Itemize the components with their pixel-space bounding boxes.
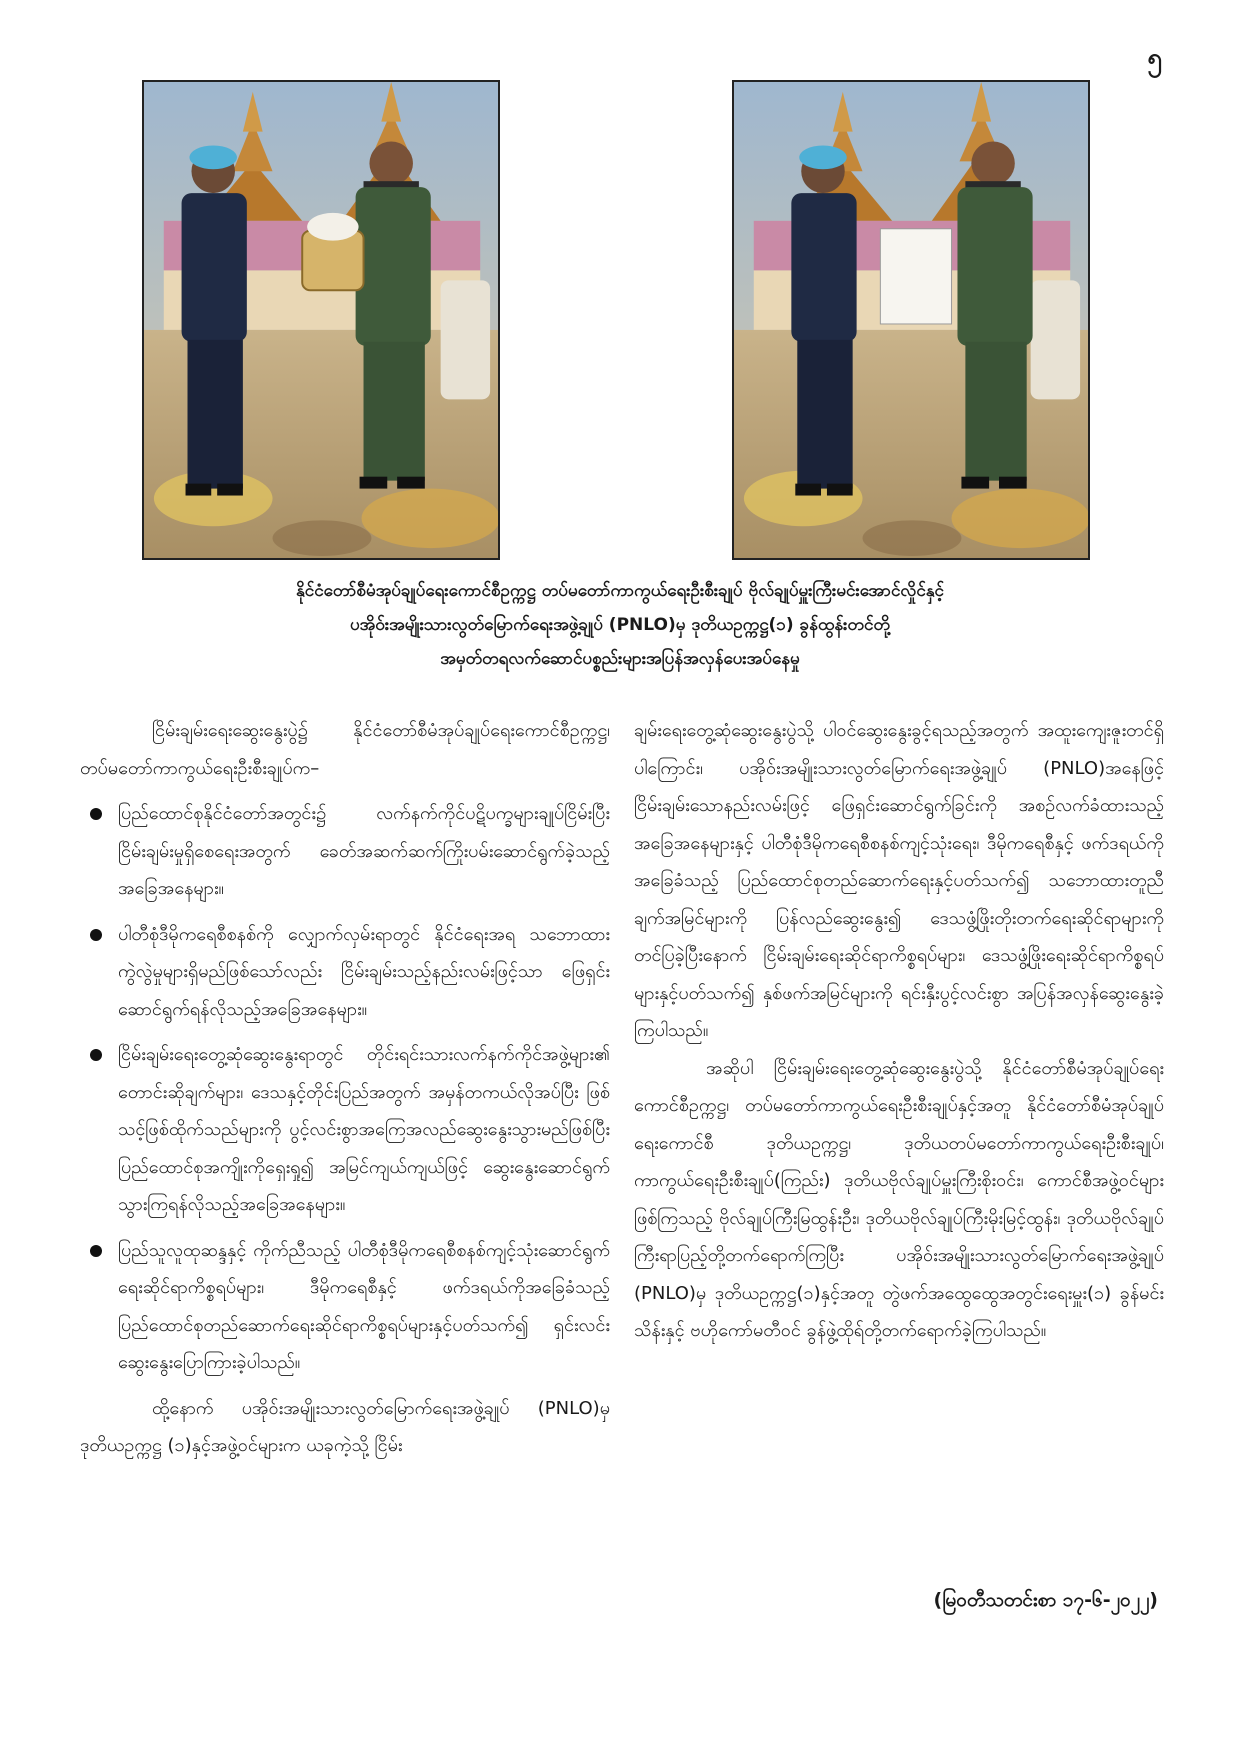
photo-document-exchange-image bbox=[734, 82, 1088, 558]
bullet-text: ပါတီစုံဒီမိုကရေစီစနစ်ကို လျှောက်လှမ်းရာတွင် နိုင်ငံရေးအရ သဘောထားကွဲလွဲမှုများရှိမည်ဖြစ်သော်လည်း ငြိမ်းချမ်းသည့်နည်းလမ်းဖြင့်သာ ဖြေရှင်းဆောင်ရွက်ရန်လိုသည့်အခြေအနေများ။ bbox=[118, 923, 610, 1020]
bullet-text: ငြိမ်းချမ်းရေးတွေ့ဆုံဆွေးနွေးရာတွင် တိုင်းရင်းသားလက်နက်ကိုင်အဖွဲ့များ၏ တောင်းဆိုချက်များ၊ ဒေသနှင့်တိုင်းပြည်အတွက် အမှန်တကယ်လိုအပ်ပြီး ဖြစ်သင့်ဖြစ်ထိုက်သည်များကို ပွင့်လင်းစွာအကြေအလည်ဆွေးနွေးသွားမည်ဖြစ်ပြီး ပြည်ထောင်စုအကျိုးကိုရှေးရှု၍ အမြင်ကျယ်ကျယ်ဖြင့် ဆွေးနွေးဆောင်ရွက်သွားကြရန်လိုသည့်အခြေအနေများ။ bbox=[118, 1044, 610, 1215]
intro-paragraph: ငြိမ်းချမ်းရေးဆွေးနွေးပွဲ၌ နိုင်ငံတော်စီမံအုပ်ချုပ်ရေးကောင်စီဥက္ကဋ္ဌ၊ တပ်မတော်ကာကွယ်ရေးဦးစီးချုပ်က– bbox=[80, 720, 610, 779]
caption-line-3: အမှတ်တရလက်ဆောင်ပစ္စည်းများအပြန်အလှန်ပေးအပ်နေမှု bbox=[440, 649, 800, 669]
bullet-item bbox=[80, 795, 610, 908]
right-paragraph-2: အဆိုပါ ငြိမ်းချမ်းရေးတွေ့ဆုံဆွေးနွေးပွဲသို့ နိုင်ငံတော်စီမံအုပ်ချုပ်ရေးကောင်စီဥက္ကဋ္ဌ၊ တပ်မတော်ကာကွယ်ရေးဦးစီးချုပ်နှင့်အတူ နိုင်ငံတော်စီမံအုပ်ချုပ်ရေးကောင်စီ ဒုတိယဥက္ကဋ္ဌ၊ ဒုတိယတပ်မတော်ကာကွယ်ရေးဦးစီးချုပ်၊ ကာကွယ်ရေးဦးစီးချုပ်(ကြည်း) ဒုတိယဗိုလ်ချုပ်မှူးကြီးစိုးဝင်း၊ ကောင်စီအဖွဲ့ဝင်များဖြစ်ကြသည့် ဗိုလ်ချုပ်ကြီးမြထွန်းဦး၊ ဒုတိယဗိုလ်ချုပ်ကြီးမိုးမြင့်ထွန်း၊ ဒုတိယဗိုလ်ချုပ်ကြီးရာပြည့်တို့တက်ရောက်ကြပြီး ပအိုဝ်းအမျိုးသားလွတ်မြောက်ရေးအဖွဲ့ချုပ် (PNLO)မှ ဒုတိယဥက္ကဋ္ဌ(၁)နှင့်အတူ တွဲဖက်အထွေထွေအတွင်းရေးမှူး(၁) ခွန်မင်းသိန်းနှင့် ဗဟိုကော်မတီဝင် ခွန်ဖွဲ့ထိုရ်တို့တက်ရောက်ခဲ့ကြပါသည်။ bbox=[634, 1057, 1164, 1341]
bullet-dot-icon bbox=[90, 1049, 102, 1061]
photo-gift-basket bbox=[142, 80, 500, 560]
source-citation: (မြဝတီသတင်းစာ ၁၇-၆-၂၀၂၂) bbox=[933, 1589, 1158, 1611]
right-paragraph-1: ချမ်းရေးတွေ့ဆုံဆွေးနွေးပွဲသို့ ပါဝင်ဆွေးနွေးခွင့်ရသည့်အတွက် အထူးကျေးဇူးတင်ရှိပါကြောင်း၊ ပအိုဝ်းအမျိုးသားလွတ်မြောက်ရေးအဖွဲ့ချုပ် (PNLO)အနေဖြင့် ငြိမ်းချမ်းသောနည်းလမ်းဖြင့် ဖြေရှင်းဆောင်ရွက်ခြင်းကို အစဉ်လက်ခံထားသည့်အခြေအနေများနှင့် ပါတီစုံဒီမိုကရေစီစနစ်ကျင့်သုံးရေး၊ ဒီမိုကရေစီနှင့် ဖက်ဒရယ်ကိုအခြေခံသည့် ပြည်ထောင်စုတည်ဆောက်ရေးနှင့်ပတ်သက်၍ သဘောထားတူညီချက်အမြင်များကို ပြန်လည်ဆွေးနွေး၍ ဒေသဖွံ့ဖြိုးတိုးတက်ရေးဆိုင်ရာများကို တင်ပြခဲ့ပြီးနောက် ငြိမ်းချမ်းရေးဆိုင်ရာကိစ္စရပ်များ၊ ဒေသဖွံ့ဖြိုးရေးဆိုင်ရာကိစ္စရပ်များနှင့်ပတ်သက်၍ နှစ်ဖက်အမြင်များကို ရင်းနှီးပွင့်လင်းစွာ အပြန်အလှန်ဆွေးနွေးခဲ့ကြပါသည်။ bbox=[634, 720, 1164, 1041]
bullet-text: ပြည်သူလူထုဆန္ဒနှင့် ကိုက်ညီသည့် ပါတီစုံဒီမိုကရေစီစနစ်ကျင့်သုံးဆောင်ရွက်ရေးဆိုင်ရာကိစ္စရပ်များ၊ ဒီမိုကရေစီနှင့် ဖက်ဒရယ်ကိုအခြေခံသည့် ပြည်ထောင်စုတည်ဆောက်ရေးဆိုင်ရာကိစ္စရပ်များနှင့်ပတ်သက်၍ ရှင်းလင်းဆွေးနွေးပြောကြားခဲ့ပါသည်။ bbox=[118, 1239, 610, 1373]
left-column bbox=[80, 712, 610, 1465]
page-number: ၅ bbox=[1147, 43, 1162, 73]
right-column bbox=[634, 712, 1164, 1350]
bullet-item bbox=[80, 916, 610, 1029]
caption-line-1: နိုင်ငံတော်စီမံအုပ်ချုပ်ရေးကောင်စီဥက္ကဋ္ဌ တပ်မတော်ကာကွယ်ရေးဦးစီးချုပ် ဗိုလ်ချုပ်မှူးကြီးမင်းအောင်လှိုင်နှင့် bbox=[296, 581, 944, 601]
bullet-item bbox=[80, 1232, 610, 1382]
photo-gift-basket-image bbox=[144, 82, 498, 558]
bullet-dot-icon bbox=[90, 929, 102, 941]
bullet-dot-icon bbox=[90, 808, 102, 820]
bullet-list bbox=[80, 795, 610, 1382]
bullet-text: ပြည်ထောင်စုနိုင်ငံတော်အတွင်း၌ လက်နက်ကိုင်ပဋိပက္ခများချုပ်ငြိမ်းပြီး ငြိမ်းချမ်းမှုရှိစေရေးအတွက် ခေတ်အဆက်ဆက်ကြိုးပမ်းဆောင်ရွက်ခဲ့သည့်အခြေအနေများ။ bbox=[118, 803, 610, 899]
bullet-item bbox=[80, 1036, 610, 1224]
photo-document-exchange bbox=[732, 80, 1090, 560]
caption-line-2: ပအိုဝ်းအမျိုးသားလွတ်မြောက်ရေးအဖွဲ့ချုပ် (PNLO)မှ ဒုတိယဥက္ကဋ္ဌ(၁) ခွန်ထွန်းတင်တို့ bbox=[349, 615, 891, 635]
continuation-paragraph: ထို့နောက် ပအိုဝ်းအမျိုးသားလွတ်မြောက်ရေးအဖွဲ့ချုပ် (PNLO)မှ ဒုတိယဥက္ကဋ္ဌ (၁)နှင့်အဖွဲ့ဝင်များက ယခုကဲ့သို့ ငြိမ်း bbox=[80, 1397, 610, 1456]
bullet-dot-icon bbox=[90, 1245, 102, 1257]
photo-caption bbox=[90, 574, 1150, 676]
